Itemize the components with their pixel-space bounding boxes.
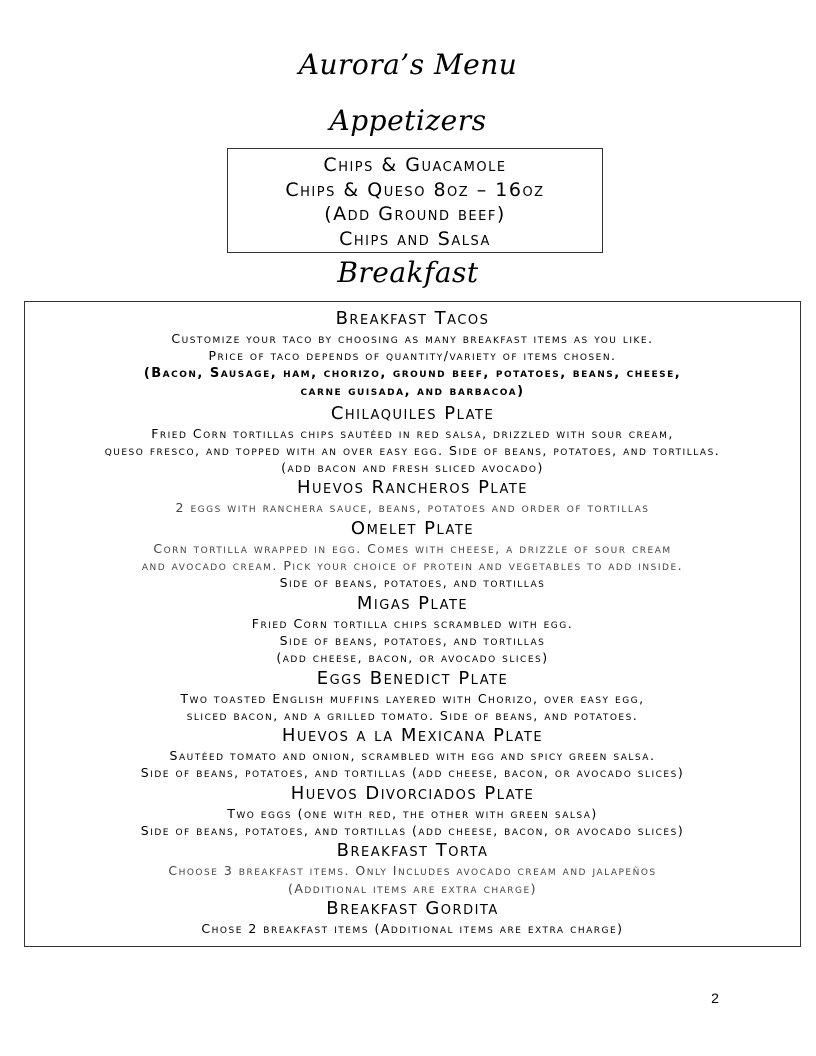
- appetizer-item: Chips & Guacamole: [323, 154, 507, 176]
- item-title-breakfast-torta: Breakfast Torta: [336, 840, 489, 862]
- item-title-chilaquiles-plate: Chilaquiles Plate: [330, 402, 495, 424]
- item-description: sliced bacon, and a grilled tomato. Side of beans, and potatoes.: [186, 707, 639, 723]
- page-number: 2: [711, 990, 719, 1006]
- item-description: (add cheese, bacon, or avocado slices): [276, 650, 549, 666]
- breakfast-heading: Breakfast: [337, 256, 479, 289]
- breakfast-box: [24, 301, 801, 947]
- item-description: Fried Corn tortilla chips scrambled with egg.: [251, 615, 574, 631]
- appetizers-box: [227, 148, 603, 253]
- item-title-breakfast-gordita: Breakfast Gordita: [326, 897, 499, 919]
- item-description: Side of beans, potatoes, and tortillas: [279, 575, 546, 591]
- item-description: Sautéed tomato and onion, scrambled with egg and spicy green salsa.: [169, 748, 656, 764]
- item-title-omelet-plate: Omelet Plate: [350, 517, 475, 539]
- menu-title: Aurora’s Menu: [298, 48, 518, 81]
- item-description: (add bacon and fresh sliced avocado): [281, 460, 544, 476]
- item-description: Fried Corn tortillas chips sautéed in red salsa, drizzled with sour cream,: [151, 425, 674, 441]
- item-description: Side of beans, potatoes, and tortillas (add cheese, bacon, or avocado slices): [140, 765, 685, 781]
- item-title-breakfast-tacos: Breakfast Tacos: [335, 308, 490, 329]
- item-description: carne guisada, and barbacoa): [300, 384, 525, 400]
- item-title-huevos-a-la-mexicana-plate: Huevos a la Mexicana Plate: [281, 725, 544, 747]
- item-description: Customize your taco by choosing as many breakfast items as you like.: [171, 331, 654, 346]
- appetizers-heading: Appetizers: [329, 104, 487, 137]
- item-description: Side of beans, potatoes, and tortillas (add cheese, bacon, or avocado slices): [140, 823, 685, 839]
- item-description: Two toasted English muffins layered with Chorizo, over easy egg,: [180, 690, 645, 706]
- item-description: Side of beans, potatoes, and tortillas: [279, 632, 546, 648]
- appetizer-item: (Add Ground beef): [324, 203, 506, 225]
- appetizer-item: Chips & Queso 8oz – 16oz: [285, 178, 545, 201]
- item-title-eggs-benedict-plate: Eggs Benedict Plate: [316, 667, 509, 689]
- item-description: Choose 3 breakfast items. Only Includes avocado cream and jalapeños: [168, 863, 657, 879]
- appetizer-item: Chips and Salsa: [339, 227, 491, 250]
- item-description: Price of taco depends of quantity/variety of items chosen.: [208, 348, 617, 364]
- item-title-migas-plate: Migas Plate: [356, 592, 469, 614]
- item-description: queso fresco, and topped with an over easy egg. Side of beans, potatoes, and tortillas.: [104, 442, 721, 458]
- item-description: 2 eggs with ranchera sauce, beans, potatoes and order of tortillas: [175, 500, 650, 516]
- item-description: Chose 2 breakfast items (Additional items are extra charge): [201, 920, 624, 936]
- item-description: Corn tortilla wrapped in egg. Comes with cheese, a drizzle of sour cream: [153, 540, 672, 556]
- item-description: Two eggs (one with red, the other with green salsa): [227, 805, 598, 821]
- item-description: (Additional items are extra charge): [287, 880, 538, 896]
- item-title-huevos-rancheros-plate: Huevos Rancheros Plate: [297, 477, 528, 499]
- item-title-huevos-divorciados-plate: Huevos Divorciados Plate: [290, 782, 535, 804]
- item-description: and avocado cream. Pick your choice of protein and vegetables to add inside.: [141, 558, 684, 574]
- item-description: (Bacon, Sausage, ham, chorizo, ground beef, potatoes, beans, cheese,: [143, 365, 682, 381]
